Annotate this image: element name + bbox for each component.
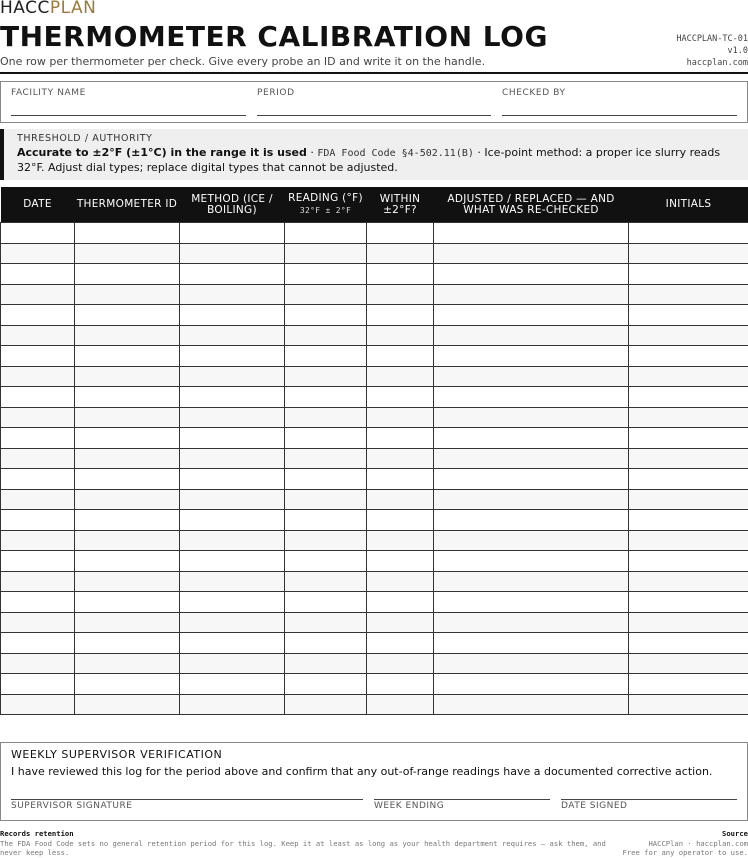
threshold-text — [17, 146, 748, 175]
log-entry-cell[interactable] — [367, 325, 434, 346]
table-row — [1, 571, 748, 592]
column-header-thermometer-id: THERMOMETER ID — [75, 187, 180, 223]
log-entry-cell[interactable] — [367, 448, 434, 469]
log-entry-cell[interactable] — [434, 674, 629, 695]
log-entry-cell[interactable] — [285, 387, 367, 408]
column-header-initials: INITIALS — [629, 187, 748, 223]
signature-line — [11, 799, 363, 800]
log-entry-cell[interactable] — [1, 407, 75, 428]
log-entry-cell[interactable] — [1, 428, 75, 449]
table-header-row — [1, 187, 748, 223]
document-version: v1.0 — [727, 46, 748, 56]
log-entry-cell[interactable] — [75, 243, 180, 264]
log-entry-cell[interactable] — [75, 510, 180, 531]
log-entry-cell[interactable] — [434, 551, 629, 572]
threshold-separator: · — [306, 146, 318, 159]
log-entry-cell[interactable] — [367, 592, 434, 613]
log-entry-cell[interactable] — [180, 448, 285, 469]
brand-part-2: PLAN — [49, 0, 97, 18]
log-entry-cell[interactable] — [629, 387, 748, 408]
log-entry-cell[interactable] — [180, 305, 285, 326]
log-entry-cell[interactable] — [367, 469, 434, 490]
log-entry-cell[interactable] — [367, 633, 434, 654]
log-entry-cell[interactable] — [75, 571, 180, 592]
period-field[interactable] — [257, 88, 491, 98]
supervisor-verification — [0, 742, 748, 821]
log-entry-cell[interactable] — [75, 489, 180, 510]
document-code: HACCPLAN-TC-01 — [676, 34, 748, 44]
table-row — [1, 407, 748, 428]
log-entry-cell[interactable] — [1, 366, 75, 387]
log-entry-cell[interactable] — [285, 223, 367, 244]
table-row — [1, 325, 748, 346]
log-entry-cell[interactable] — [629, 592, 748, 613]
log-entry-cell[interactable] — [367, 510, 434, 531]
log-entry-cell[interactable] — [180, 243, 285, 264]
log-entry-cell[interactable] — [75, 448, 180, 469]
log-entry-cell[interactable] — [1, 510, 75, 531]
checked-by-line — [502, 115, 737, 116]
log-entry-cell[interactable] — [629, 694, 748, 715]
retention-heading: Records retention — [0, 829, 74, 838]
reading-target: 32°F ± 2°F — [299, 206, 352, 215]
column-header-within: WITHIN ±2°F? — [367, 187, 434, 223]
log-entry-cell[interactable] — [434, 387, 629, 408]
threshold-heading: THRESHOLD / AUTHORITY — [17, 133, 153, 144]
date-signed-label: DATE SIGNED — [561, 801, 628, 811]
log-entry-cell[interactable] — [367, 612, 434, 633]
log-entry-cell[interactable] — [434, 612, 629, 633]
log-entry-cell[interactable] — [367, 284, 434, 305]
log-entry-cell[interactable] — [285, 284, 367, 305]
log-entry-cell[interactable] — [367, 674, 434, 695]
log-entry-cell[interactable] — [629, 223, 748, 244]
log-entry-cell[interactable] — [1, 243, 75, 264]
log-entry-cell[interactable] — [180, 674, 285, 695]
log-entry-cell[interactable] — [367, 571, 434, 592]
log-entry-cell[interactable] — [75, 346, 180, 367]
log-entry-cell[interactable] — [629, 530, 748, 551]
log-entry-cell[interactable] — [629, 264, 748, 285]
retention-note — [0, 829, 610, 858]
threshold-bold: Accurate to ±2°F (±1°C) in the range it is used — [17, 146, 307, 159]
log-entry-cell[interactable] — [285, 428, 367, 449]
log-entry-cell[interactable] — [1, 592, 75, 613]
log-entry-cell[interactable] — [285, 674, 367, 695]
log-entry-cell[interactable] — [180, 407, 285, 428]
log-entry-cell[interactable] — [629, 571, 748, 592]
log-entry-cell[interactable] — [75, 284, 180, 305]
table-row — [1, 448, 748, 469]
log-entry-cell[interactable] — [1, 264, 75, 285]
log-entry-cell[interactable] — [629, 551, 748, 572]
log-entry-cell[interactable] — [1, 346, 75, 367]
table-row — [1, 366, 748, 387]
log-entry-cell[interactable] — [180, 510, 285, 531]
log-entry-cell[interactable] — [180, 530, 285, 551]
period-label: PERIOD — [257, 88, 295, 98]
log-entry-cell[interactable] — [434, 305, 629, 326]
log-entry-cell[interactable] — [1, 571, 75, 592]
table-row — [1, 694, 748, 715]
log-entry-cell[interactable] — [75, 387, 180, 408]
column-header-adjusted: ADJUSTED / REPLACED — AND WHAT WAS RE-CHECKED — [434, 187, 629, 223]
facility-info-box — [0, 81, 748, 123]
log-entry-cell[interactable] — [434, 346, 629, 367]
log-entry-cell[interactable] — [434, 592, 629, 613]
calibration-log-table — [0, 187, 748, 715]
log-entry-cell[interactable] — [180, 366, 285, 387]
log-entry-cell[interactable] — [367, 264, 434, 285]
checked-by-field[interactable] — [502, 88, 737, 98]
log-entry-cell[interactable] — [75, 551, 180, 572]
log-entry-cell[interactable] — [180, 284, 285, 305]
facility-name-line — [11, 115, 246, 116]
log-entry-cell[interactable] — [367, 366, 434, 387]
log-entry-cell[interactable] — [285, 551, 367, 572]
log-entry-cell[interactable] — [434, 284, 629, 305]
source-line-1: HACCPlan · haccplan.com — [648, 838, 748, 848]
log-entry-cell[interactable] — [180, 428, 285, 449]
log-entry-cell[interactable] — [434, 428, 629, 449]
log-entry-cell[interactable] — [285, 510, 367, 531]
threshold-code: FDA Food Code §4-502.11(B) — [317, 148, 474, 159]
log-entry-cell[interactable] — [1, 469, 75, 490]
log-entry-cell[interactable] — [434, 530, 629, 551]
log-entry-cell[interactable] — [367, 387, 434, 408]
log-entry-cell[interactable] — [75, 612, 180, 633]
source-heading: Source — [722, 829, 748, 838]
log-entry-cell[interactable] — [629, 428, 748, 449]
table-row — [1, 612, 748, 633]
log-entry-cell[interactable] — [285, 612, 367, 633]
log-entry-cell[interactable] — [1, 694, 75, 715]
log-entry-cell[interactable] — [367, 551, 434, 572]
log-entry-cell[interactable] — [1, 612, 75, 633]
log-entry-cell[interactable] — [1, 551, 75, 572]
log-entry-cell[interactable] — [180, 346, 285, 367]
table-row — [1, 387, 748, 408]
log-entry-cell[interactable] — [367, 243, 434, 264]
log-entry-cell[interactable] — [629, 407, 748, 428]
log-entry-cell[interactable] — [434, 694, 629, 715]
log-entry-cell[interactable] — [434, 448, 629, 469]
log-entry-cell[interactable] — [285, 305, 367, 326]
log-entry-cell[interactable] — [75, 592, 180, 613]
page-title: THERMOMETER CALIBRATION LOG — [0, 20, 548, 53]
log-entry-cell[interactable] — [75, 264, 180, 285]
log-entry-cell[interactable] — [180, 694, 285, 715]
log-entry-cell[interactable] — [629, 284, 748, 305]
table-row — [1, 633, 748, 654]
supervisor-signature-label: SUPERVISOR SIGNATURE — [11, 801, 133, 811]
log-entry-cell[interactable] — [180, 571, 285, 592]
log-entry-cell[interactable] — [180, 223, 285, 244]
brand-logo — [0, 0, 96, 18]
log-entry-cell[interactable] — [629, 489, 748, 510]
log-entry-cell[interactable] — [285, 694, 367, 715]
log-entry-cell[interactable] — [75, 530, 180, 551]
log-entry-cell[interactable] — [1, 448, 75, 469]
table-row — [1, 428, 748, 449]
log-entry-cell[interactable] — [367, 489, 434, 510]
log-entry-cell[interactable] — [434, 653, 629, 674]
log-entry-cell[interactable] — [75, 305, 180, 326]
log-entry-cell[interactable] — [75, 694, 180, 715]
table-row — [1, 551, 748, 572]
log-entry-cell[interactable] — [285, 653, 367, 674]
log-entry-cell[interactable] — [629, 612, 748, 633]
log-entry-cell[interactable] — [434, 489, 629, 510]
log-entry-cell[interactable] — [180, 592, 285, 613]
log-entry-cell[interactable] — [180, 551, 285, 572]
log-entry-cell[interactable] — [180, 489, 285, 510]
log-entry-cell[interactable] — [434, 469, 629, 490]
log-entry-cell[interactable] — [367, 223, 434, 244]
column-header-method: METHOD (ICE / BOILING) — [180, 187, 285, 223]
table-row — [1, 264, 748, 285]
log-entry-cell[interactable] — [285, 530, 367, 551]
log-entry-cell[interactable] — [285, 325, 367, 346]
source-note — [623, 829, 748, 858]
table-row — [1, 223, 748, 244]
log-entry-cell[interactable] — [434, 223, 629, 244]
log-entry-cell[interactable] — [1, 284, 75, 305]
facility-name-label: FACILITY NAME — [11, 88, 86, 98]
week-ending-line — [374, 799, 550, 800]
log-entry-cell[interactable] — [285, 489, 367, 510]
column-header-reading: READING (°F) 32°F ± 2°F — [285, 187, 367, 223]
log-entry-cell[interactable] — [629, 674, 748, 695]
log-entry-cell[interactable] — [1, 653, 75, 674]
log-entry-cell[interactable] — [1, 674, 75, 695]
log-entry-cell[interactable] — [629, 243, 748, 264]
log-entry-cell[interactable] — [629, 510, 748, 531]
brand-part-1: HACC — [0, 0, 50, 18]
log-entry-cell[interactable] — [75, 223, 180, 244]
log-entry-cell[interactable] — [285, 407, 367, 428]
log-entry-cell[interactable] — [629, 325, 748, 346]
log-entry-cell[interactable] — [285, 243, 367, 264]
threshold-rest: · Ice-point method: a proper ice slurry reads 32°F. Adjust dial types; replace digital types that cannot be adjusted. — [17, 146, 721, 174]
log-entry-cell[interactable] — [629, 653, 748, 674]
log-entry-cell[interactable] — [629, 346, 748, 367]
log-entry-cell[interactable] — [434, 264, 629, 285]
log-entry-cell[interactable] — [434, 407, 629, 428]
log-entry-cell[interactable] — [629, 633, 748, 654]
log-entry-cell[interactable] — [180, 264, 285, 285]
column-header-date: DATE — [1, 187, 75, 223]
log-entry-cell[interactable] — [180, 387, 285, 408]
log-entry-cell[interactable] — [75, 428, 180, 449]
table-row — [1, 346, 748, 367]
log-entry-cell[interactable] — [367, 653, 434, 674]
log-entry-cell[interactable] — [75, 653, 180, 674]
log-entry-cell[interactable] — [367, 305, 434, 326]
log-entry-cell[interactable] — [434, 243, 629, 264]
log-entry-cell[interactable] — [434, 571, 629, 592]
log-entry-cell[interactable] — [629, 305, 748, 326]
table-row — [1, 653, 748, 674]
table-row — [1, 530, 748, 551]
log-entry-cell[interactable] — [180, 612, 285, 633]
log-entry-cell[interactable] — [75, 407, 180, 428]
table-row — [1, 489, 748, 510]
verification-heading: WEEKLY SUPERVISOR VERIFICATION — [11, 748, 223, 761]
log-entry-cell[interactable] — [1, 325, 75, 346]
log-entry-cell[interactable] — [75, 469, 180, 490]
table-row — [1, 305, 748, 326]
log-entry-cell[interactable] — [367, 346, 434, 367]
log-entry-cell[interactable] — [434, 633, 629, 654]
document-meta — [676, 33, 748, 69]
log-entry-cell[interactable] — [629, 469, 748, 490]
threshold-callout — [0, 129, 748, 180]
table-row — [1, 243, 748, 264]
log-entry-cell[interactable] — [434, 510, 629, 531]
document-site: haccplan.com — [686, 58, 748, 68]
log-entry-cell[interactable] — [75, 325, 180, 346]
source-line-2: Free for any operator to use. — [622, 848, 748, 857]
log-entry-cell[interactable] — [1, 633, 75, 654]
log-entry-cell[interactable] — [285, 592, 367, 613]
log-entry-cell[interactable] — [285, 366, 367, 387]
log-entry-cell[interactable] — [434, 325, 629, 346]
log-entry-cell[interactable] — [1, 530, 75, 551]
retention-text: The FDA Food Code sets no general retention period for this log. Keep it at least as long as your health department requires — ask them, and never keep less. — [0, 838, 606, 857]
table-row — [1, 469, 748, 490]
log-entry-cell[interactable] — [629, 366, 748, 387]
header-rule — [0, 72, 748, 74]
log-entry-cell[interactable] — [180, 653, 285, 674]
log-entry-cell[interactable] — [285, 469, 367, 490]
log-entry-cell[interactable] — [367, 694, 434, 715]
log-entry-cell[interactable] — [180, 633, 285, 654]
facility-name-field[interactable] — [11, 88, 246, 98]
log-entry-cell[interactable] — [75, 674, 180, 695]
date-signed-line — [561, 799, 737, 800]
log-entry-cell[interactable] — [75, 633, 180, 654]
table-row — [1, 674, 748, 695]
table-row — [1, 284, 748, 305]
log-entry-cell[interactable] — [1, 387, 75, 408]
period-line — [257, 115, 491, 116]
log-entry-cell[interactable] — [75, 366, 180, 387]
log-entry-cell[interactable] — [180, 325, 285, 346]
log-entry-cell[interactable] — [367, 530, 434, 551]
log-entry-cell[interactable] — [285, 448, 367, 469]
table-row — [1, 592, 748, 613]
log-entry-cell[interactable] — [180, 469, 285, 490]
log-entry-cell[interactable] — [367, 428, 434, 449]
week-ending-label: WEEK ENDING — [374, 801, 445, 811]
verification-statement: I have reviewed this log for the period above and confirm that any out-of-range readings have a documented corrective action. — [11, 765, 713, 778]
table-row — [1, 510, 748, 531]
checked-by-label: CHECKED BY — [502, 88, 566, 98]
log-entry-cell[interactable] — [285, 346, 367, 367]
log-entry-cell[interactable] — [1, 305, 75, 326]
page-subtitle: One row per thermometer per check. Give every probe an ID and write it on the handle. — [0, 55, 486, 68]
log-entry-cell[interactable] — [285, 264, 367, 285]
log-entry-cell[interactable] — [434, 366, 629, 387]
log-entry-cell[interactable] — [1, 489, 75, 510]
log-entry-cell[interactable] — [285, 571, 367, 592]
log-entry-cell[interactable] — [367, 407, 434, 428]
log-entry-cell[interactable] — [285, 633, 367, 654]
log-entry-cell[interactable] — [1, 223, 75, 244]
log-entry-cell[interactable] — [629, 448, 748, 469]
